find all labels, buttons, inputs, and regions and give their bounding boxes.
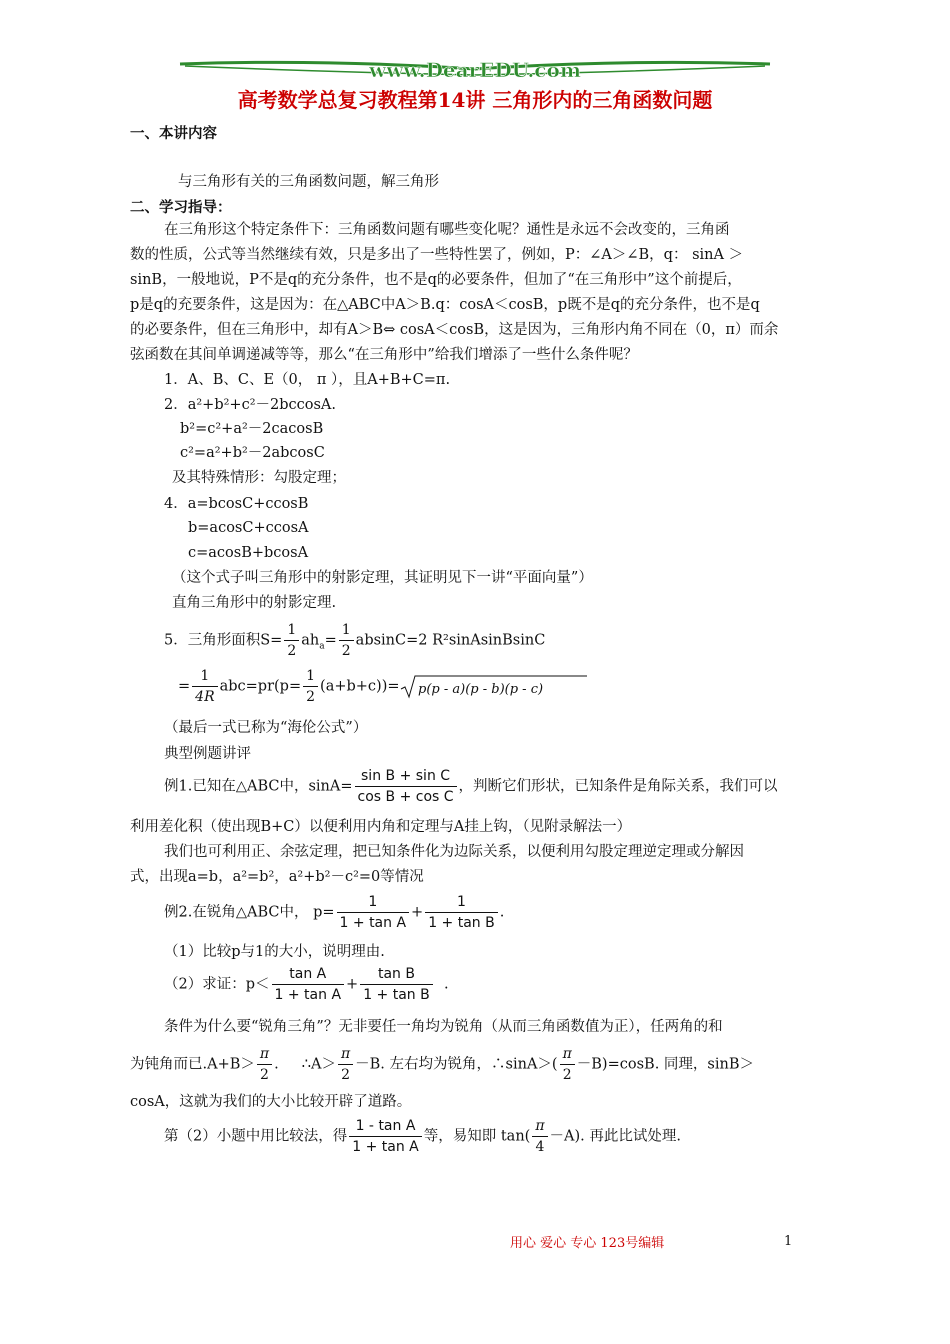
list-item: c=acosB+bcosA: [188, 545, 309, 561]
fraction-pi-over-2: $\frac{\pi}{2}$: [560, 1044, 575, 1085]
paragraph-line: 在三角形这个特定条件下：三角函数问题有哪些变化呢？通性是永远不会改变的，三角函: [164, 222, 730, 238]
page-number: 1: [784, 1234, 793, 1249]
page-title: 高考数学总复习教程第14讲 三角形内的三角函数问题: [237, 88, 713, 112]
fraction-tanB-ratio: $\frac{\text{tan B}}{\text{1 + tan B}}$: [360, 964, 433, 1005]
example2-q2: （2）求证：p＜ $\frac{\text{tan A}}{\text{1 + tan A}}$ + $\frac{\text{tan B}}{\text{1 + tan B}}$ .: [164, 966, 449, 1003]
example2-q1: （1）比较p与1的大小，说明理由.: [164, 944, 385, 960]
example1-line4: 式，出现a=b，a²=b²，a²+b²－c²=0等情况: [130, 869, 424, 885]
section1-body: 与三角形有关的三角函数问题，解三角形: [178, 174, 439, 190]
example1-line3: 我们也可利用正、余弦定理，把已知条件化为边际关系，以便利用勾股定理逆定理或分解因: [164, 844, 744, 860]
section1-heading: 一、本讲内容: [130, 125, 217, 142]
area-formula-line1: 5．三角形面积S= $\frac{1}{2}$ $ah_a=$ $\frac{1}{2}$ absinC=2 R²sinAsinBsinC: [164, 622, 546, 659]
list-item: （这个式子叫三角形中的射影定理，其证明见下一讲“平面向量”）: [172, 570, 593, 586]
fraction-one-over-4R: $\frac{1}{4R}$: [192, 666, 217, 707]
section2-heading: 二、学习指导：: [130, 199, 232, 216]
footer-text: 用心 爱心 专心 123号编辑: [510, 1236, 665, 1251]
example1-line2: 利用差化积（使出现B+C）以便利用内角和定理与A挂上钩，（见附录解法一）: [130, 819, 632, 835]
list-item: 2．a²+b²+c²－2bccosA.: [164, 397, 337, 413]
fraction-sin-cos: $\frac{\text{sin B + sin C}}{\text{cos B + cos C}}$: [355, 766, 457, 807]
fraction-pi-over-4: $\frac{\pi}{4}$: [532, 1116, 547, 1157]
example1-line1: 例1.已知在△ABC中，sinA= $\frac{\text{sin B + sin C}}{\text{cos B + cos C}}$ ，判断它们形状，已知条件是角际关系，我们可以: [164, 768, 778, 805]
paragraph-line: 数的性质，公式等当然继续有效，只是多出了一些特性罢了，例如，P：∠A＞∠B，q： sinA ＞: [130, 247, 744, 263]
list-item: b=acosC+ccosA: [188, 520, 309, 536]
paragraph-line: 弦函数在其间单调递减等等，那么“在三角形中”给我们增添了一些什么条件呢？: [130, 347, 638, 363]
example2-line1: 例2.在锐角△ABC中， p= $\frac{1}{\text{1 + tan A}}$ + $\frac{1}{\text{1 + tan B}}$ .: [164, 894, 505, 931]
list-item: 直角三角形中的射影定理.: [172, 595, 337, 611]
area-formula-line2: = $\frac{1}{4R}$ abc=pr(p= $\frac{1}{2}$ (a+b+c))= p(p - a)(p - b)(p - c): [178, 666, 588, 707]
fraction-pi-over-2: $\frac{\pi}{2}$: [338, 1044, 353, 1085]
list-item: 1．A、B、C、E（0， π ），且A+B+C=π.: [164, 372, 451, 388]
list-item: 4．a=bcosC+ccosB: [164, 496, 309, 512]
condition-line2: 为钝角而已.A+B＞ $\frac{\pi}{2}$ . ∴A＞ $\frac{\pi}{2}$ －B. 左右均为锐角，∴sinA＞( $\frac{\pi}{2}$ －B)=cosB. 同理，sinB＞: [130, 1046, 754, 1083]
logo-banner-icon: [175, 55, 775, 81]
site-logo: [0, 55, 950, 81]
condition-line3: cosA，这就为我们的大小比较开辟了道路。: [130, 1094, 412, 1110]
question2-hint: 第（2）小题中用比较法，得 $\frac{\text{1 - tan A}}{\text{1 + tan A}}$ 等，易知即 tan( $\frac{\pi}{4}$ －A). 再此比试处理.: [164, 1118, 681, 1155]
fraction-half: $\frac{1}{2}$: [303, 666, 318, 707]
fraction-tanB: $\frac{1}{\text{1 + tan B}}$: [425, 892, 498, 933]
svg-text:p(p - a)(p - b)(p - c): p(p - a)(p - b)(p - c): [417, 681, 543, 697]
fraction-tanA: $\frac{1}{\text{1 + tan A}}$: [337, 892, 410, 933]
paragraph-line: 的必要条件，但在三角形中，却有A＞B⇔ cosA＜cosB，这是因为，三角形内角不同在（0，π）而余: [130, 322, 779, 338]
paragraph-line: p是q的充要条件，这是因为：在△ABC中A＞B.q：cosA＜cosB，p既不是q的充分条件，也不是q: [130, 297, 760, 313]
fraction-pi-over-2: $\frac{\pi}{2}$: [257, 1044, 272, 1085]
heron-note: （最后一式已称为“海伦公式”）: [164, 720, 368, 736]
fraction-half: $\frac{1}{2}$: [284, 620, 299, 661]
condition-line1: 条件为什么要“锐角三角”？无非要任一角均为锐角（从而三角函数值为正），任两角的和: [164, 1019, 723, 1035]
list-item: c²=a²+b²－2abcosC: [180, 445, 325, 461]
list-item: 及其特殊情形：勾股定理；: [172, 470, 346, 486]
paragraph-line: sinB，一般地说，P不是q的充分条件，也不是q的必要条件，但加了“在三角形中”这个前提后，: [130, 272, 742, 288]
list-item: b²=c²+a²－2cacosB: [180, 421, 324, 437]
site-url: www.DearEDU.com: [368, 58, 582, 81]
fraction-half: $\frac{1}{2}$: [339, 620, 354, 661]
fraction-tan-ratio: $\frac{\text{1 - tan A}}{\text{1 + tan A}}$: [349, 1116, 422, 1157]
examples-heading: 典型例题讲评: [164, 746, 251, 762]
fraction-tanA-ratio: $\frac{\text{tan A}}{\text{1 + tan A}}$: [272, 964, 345, 1005]
heron-sqrt: [400, 674, 588, 700]
